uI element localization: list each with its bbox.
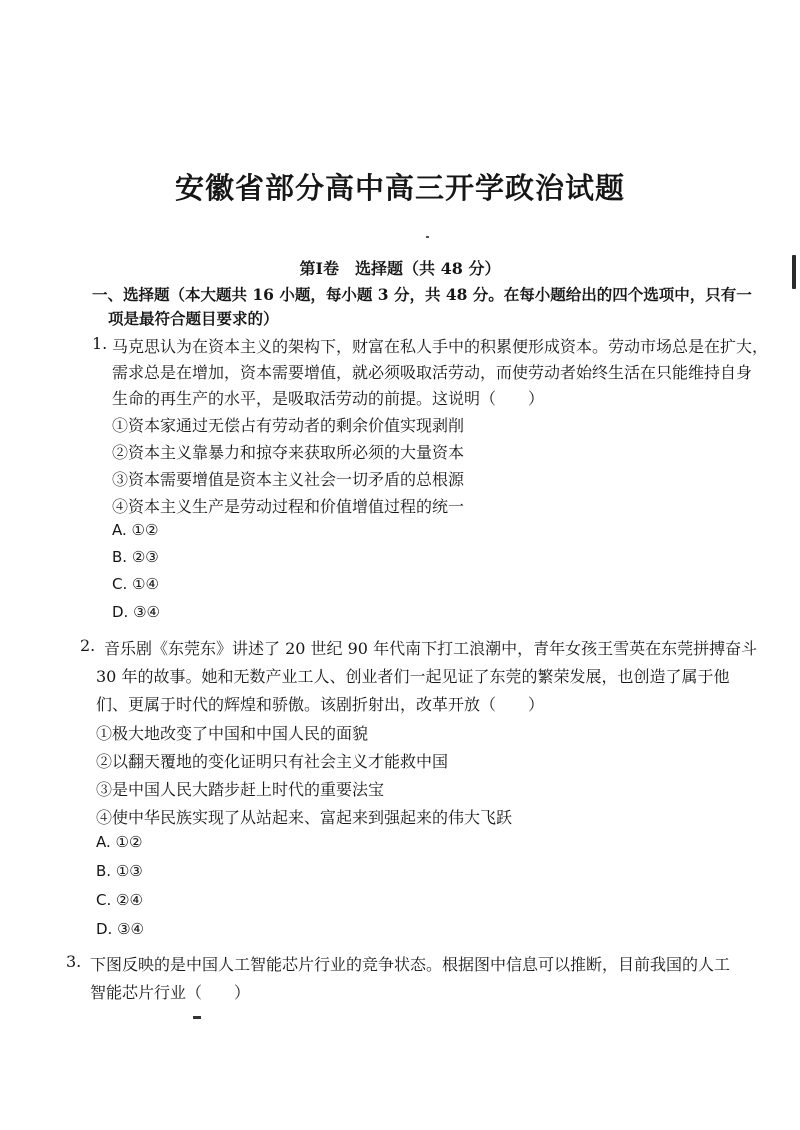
question-2-option-d: D. ③④ — [96, 920, 144, 938]
exam-title: 安徽省部分高中高三开学政治试题 — [174, 171, 625, 205]
instructions-line-1: 一、选择题（本大题共 16 小题，每小题 3 分，共 48 分。在每小题给出的四个选项中，只有一 — [92, 285, 752, 304]
question-2-stem-line: 30 年的故事。她和无数产业工人、创业者们一起见证了东莞的繁荣发展，也创造了属于他 — [96, 667, 730, 686]
question-2-statement: ④使中华民族实现了从站起来、富起来到强起来的伟大飞跃 — [96, 808, 513, 827]
question-1-statement: ②资本主义靠暴力和掠夺来获取所必须的大量资本 — [112, 443, 465, 462]
question-2-statement: ②以翻天覆地的变化证明只有社会主义才能救中国 — [96, 752, 449, 771]
question-1-stem-line: 需求总是在增加，资本需要增值，就必须吸取活劳动，而使劳动者始终生活在只能维持自身 — [112, 363, 753, 382]
question-2-statement: ③是中国人民大踏步赶上时代的重要法宝 — [96, 780, 385, 799]
question-2-statement: ①极大地改变了中国和中国人民的面貌 — [96, 724, 369, 743]
question-1-option-a: A. ①② — [112, 521, 159, 539]
scan-speck — [193, 1016, 201, 1019]
question-1-statement: ①资本家通过无偿占有劳动者的剩余价值实现剥削 — [112, 416, 465, 435]
question-2-option-c: C. ②④ — [96, 891, 143, 909]
question-3-number: 3. — [66, 952, 82, 971]
question-1-option-d: D. ③④ — [112, 603, 160, 621]
instructions-line-2: 项是最符合题目要求的） — [108, 309, 279, 328]
question-1-statement: ③资本需要增值是资本主义社会一切矛盾的总根源 — [112, 470, 465, 489]
question-1-stem-line: 马克思认为在资本主义的架构下，财富在私人手中的积累便形成资本。劳动市场总是在扩大， — [112, 337, 769, 356]
question-1-statement: ④资本主义生产是劳动过程和价值增值过程的统一 — [112, 497, 465, 516]
scan-speck — [426, 236, 429, 238]
question-2-number: 2. — [80, 636, 96, 655]
question-1-option-b: B. ②③ — [112, 548, 159, 566]
question-2-stem-line: 音乐剧《东莞东》讲述了 20 世纪 90 年代南下打工浪潮中，青年女孩王雪英在东莞拼搏奋斗 — [104, 639, 758, 658]
question-2-option-b: B. ①③ — [96, 862, 143, 880]
question-1-option-c: C. ①④ — [112, 575, 159, 593]
question-2-stem-line: 们、更属于时代的辉煌和骄傲。该剧折射出，改革开放（ ） — [96, 695, 545, 714]
question-2-option-a: A. ①② — [96, 833, 143, 851]
question-3-stem-line: 智能芯片行业（ ） — [90, 983, 251, 1002]
question-3-stem-line: 下图反映的是中国人工智能芯片行业的竞争状态。根据图中信息可以推断，目前我国的人工 — [90, 955, 731, 974]
question-1-number: 1. — [92, 334, 108, 353]
question-1-stem-line: 生命的再生产的水平，是吸取活劳动的前提。这说明（ ） — [112, 389, 545, 408]
section-title: 第Ⅰ卷 选择题（共 48 分） — [299, 259, 501, 278]
